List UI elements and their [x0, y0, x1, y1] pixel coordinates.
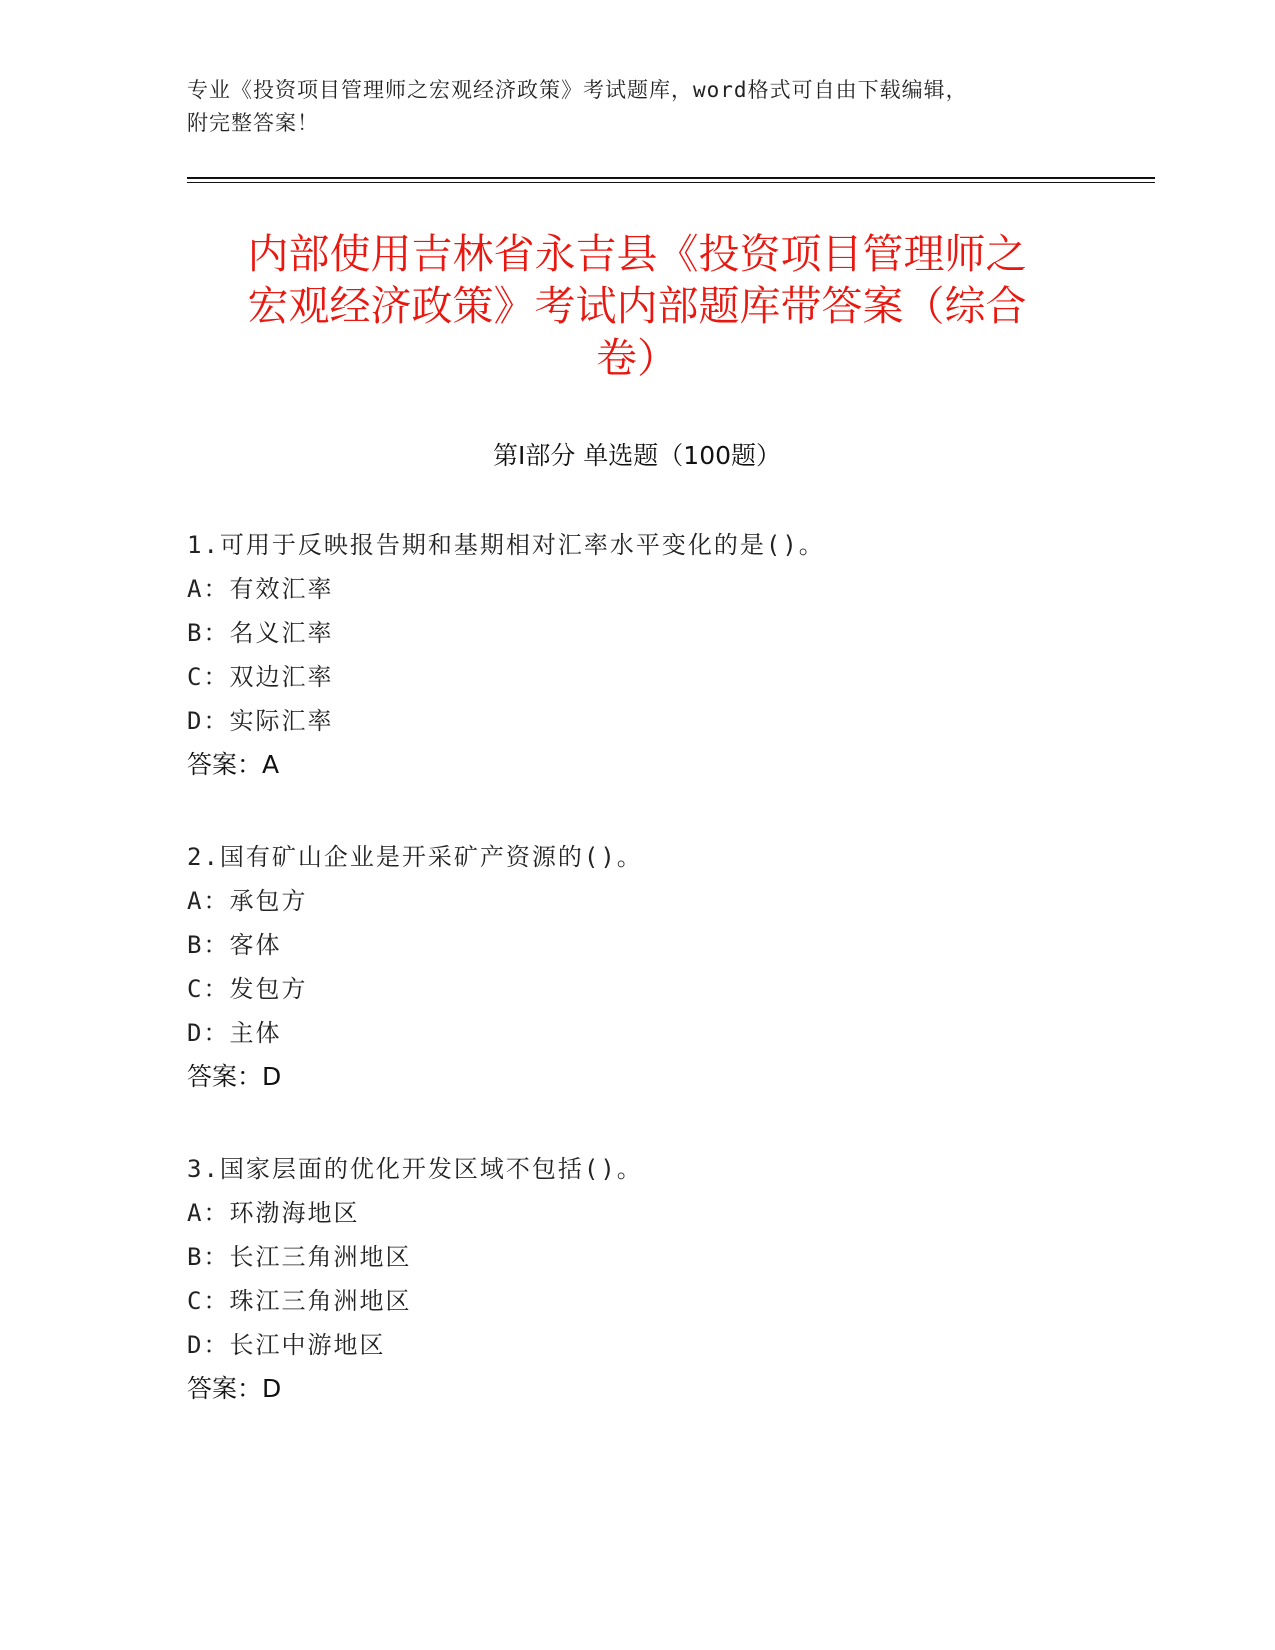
header-note-line-2: 附完整答案！: [187, 111, 319, 135]
page-title-line-1: 内部使用吉林省永吉县《投资项目管理师之: [247, 230, 1027, 278]
header-note: [187, 74, 1087, 140]
option-d: D：主体: [187, 1019, 282, 1047]
option-a: A：有效汇率: [187, 575, 334, 603]
question-stem: 2.国有矿山企业是开采矿产资源的()。: [187, 843, 643, 871]
option-c: C：双边汇率: [187, 663, 334, 691]
header-rule-thick: [187, 177, 1155, 179]
option-d: D：长江中游地区: [187, 1331, 386, 1359]
option-a: A：环渤海地区: [187, 1199, 360, 1227]
header-rule-thin: [187, 182, 1155, 183]
answer-text: 答案：A: [187, 750, 280, 779]
option-c: C：发包方: [187, 975, 308, 1003]
option-b: B：客体: [187, 931, 282, 959]
option-b: B：长江三角洲地区: [187, 1243, 412, 1271]
page-title-line-3: 卷）: [596, 334, 678, 382]
page-title-line-2: 宏观经济政策》考试内部题库带答案（综合: [247, 282, 1027, 330]
question-stem: 1.可用于反映报告期和基期相对汇率水平变化的是()。: [187, 531, 825, 559]
answer-text: 答案：D: [187, 1062, 282, 1091]
section-heading: 第Ⅰ部分 单选题（100题）: [492, 441, 782, 470]
question-stem: 3.国家层面的优化开发区域不包括()。: [187, 1155, 643, 1183]
option-a: A：承包方: [187, 887, 308, 915]
option-b: B：名义汇率: [187, 619, 334, 647]
page-title: [187, 228, 1087, 384]
header-note-line-1: 专业《投资项目管理师之宏观经济政策》考试题库，word格式可自由下载编辑，: [187, 78, 968, 102]
option-d: D：实际汇率: [187, 707, 334, 735]
option-c: C：珠江三角洲地区: [187, 1287, 412, 1315]
answer-text: 答案：D: [187, 1374, 282, 1403]
